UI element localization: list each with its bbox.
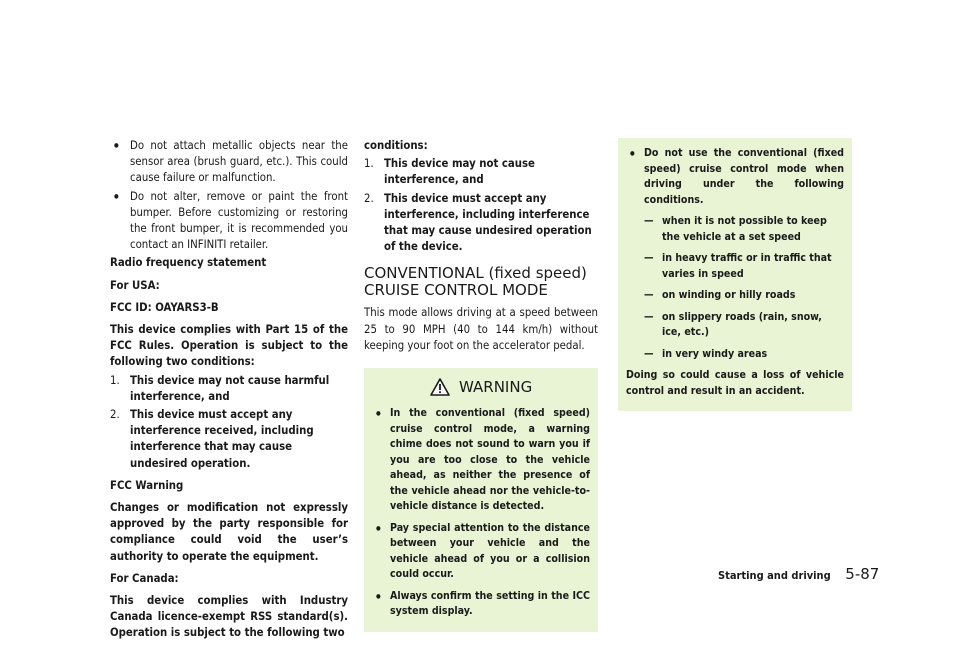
warning-header: [372, 378, 590, 396]
caution-box: [618, 138, 852, 411]
list-item: [364, 156, 598, 188]
item-number: 1.: [110, 373, 120, 387]
warning-item: ● Pay special attention to the distance between your vehicle and the vehicle ahead of you or a collision could occur.: [372, 521, 590, 583]
usa-statement: This device complies with Part 15 of the FCC Rules. Operation is subject to the following two conditions:: [110, 323, 348, 369]
page-footer: [718, 564, 879, 583]
footer-section-title: Starting and driving: [718, 569, 831, 582]
for-usa-label: For USA:: [110, 278, 160, 292]
middle-column: [364, 138, 598, 632]
canada-statement: This device complies with Industry Canada licence-exempt RSS standard(s). Operation is subject to the following two: [110, 594, 348, 640]
for-canada-label: For Canada:: [110, 571, 179, 585]
section-heading-radio-frequency: Radio frequency statement: [110, 256, 267, 270]
list-item: ● Do not alter, remove or paint the front bumper. Before customizing or restoring the front bumper, it is recommended you contact an INFINITI retailer.: [110, 189, 348, 254]
item-number: 2.: [110, 408, 120, 422]
item-text: This device may not cause interference, and: [384, 157, 535, 187]
dash-mark: —: [644, 310, 654, 323]
condition-text: in heavy traffic or in traffic that varies in speed: [662, 252, 832, 280]
item-number: 2.: [364, 191, 374, 205]
list-item: [364, 191, 598, 256]
fcc-warning-heading: FCC Warning: [110, 478, 184, 492]
dash-mark: —: [644, 289, 654, 301]
condition-item: [626, 310, 844, 341]
caution-bullet: ● Do not use the conventional (fixed speed) cruise control mode when driving under the following conditions.: [626, 146, 844, 208]
condition-item: [626, 288, 844, 304]
section-heading-cruise-control: CONVENTIONAL (fixed speed) CRUISE CONTROL MODE: [364, 264, 587, 300]
condition-text: when it is not possible to keep the vehicle at a set speed: [662, 215, 827, 243]
warning-title: WARNING: [459, 377, 533, 396]
warning-box: [364, 368, 598, 632]
item-text: This device may not cause harmful interference, and: [130, 373, 330, 403]
intro-paragraph: This mode allows driving at a speed between 25 to 90 MPH (40 to 144 km/h) without keeping your foot on the accelerator pedal.: [364, 306, 598, 352]
list-item: ● Do not attach metallic objects near the sensor area (brush guard, etc.). This could cause failure or malfunction.: [110, 138, 348, 187]
warning-triangle-icon: [430, 378, 450, 396]
condition-text: on winding or hilly roads: [662, 289, 796, 301]
fcc-id: FCC ID: OAYARS3-B: [110, 300, 219, 314]
dash-mark: —: [644, 215, 654, 227]
page-number: 5-87: [845, 565, 880, 583]
condition-text: on slippery roads (rain, snow, ice, etc.): [662, 310, 822, 338]
dash-mark: —: [644, 252, 654, 264]
warning-item: ● Always confirm the setting in the ICC system display.: [372, 589, 590, 620]
condition-item: [626, 347, 844, 363]
dash-mark: —: [644, 347, 654, 360]
item-text: This device must accept any interference, including interference that may cause undesired operation of the device.: [384, 191, 592, 254]
condition-item: [626, 214, 844, 245]
item-number: 1.: [364, 157, 374, 171]
warning-item: ● In the conventional (fixed speed) cruise control mode, a warning chime does not sound to warn you if you are too close to the vehicle ahead, as neither the presence of the vehicle ahead nor the vehicle-to-vehicle distance is detected.: [372, 406, 590, 515]
condition-item: [626, 251, 844, 282]
closing-text: Doing so could cause a loss of vehicle control and result in an accident.: [626, 369, 844, 397]
conditions-label: conditions:: [364, 139, 428, 152]
condition-text: in very windy areas: [662, 347, 768, 360]
right-column: [618, 138, 852, 411]
fcc-warning-text: Changes or modification not expressly approved by the party responsible for compliance could void the user’s authority to operate the equipment.: [110, 501, 348, 563]
list-item: [110, 407, 348, 472]
item-text: This device must accept any interference received, including interference that may cause undesired operation.: [130, 408, 314, 470]
left-column: [110, 138, 348, 648]
list-item: [110, 373, 348, 405]
